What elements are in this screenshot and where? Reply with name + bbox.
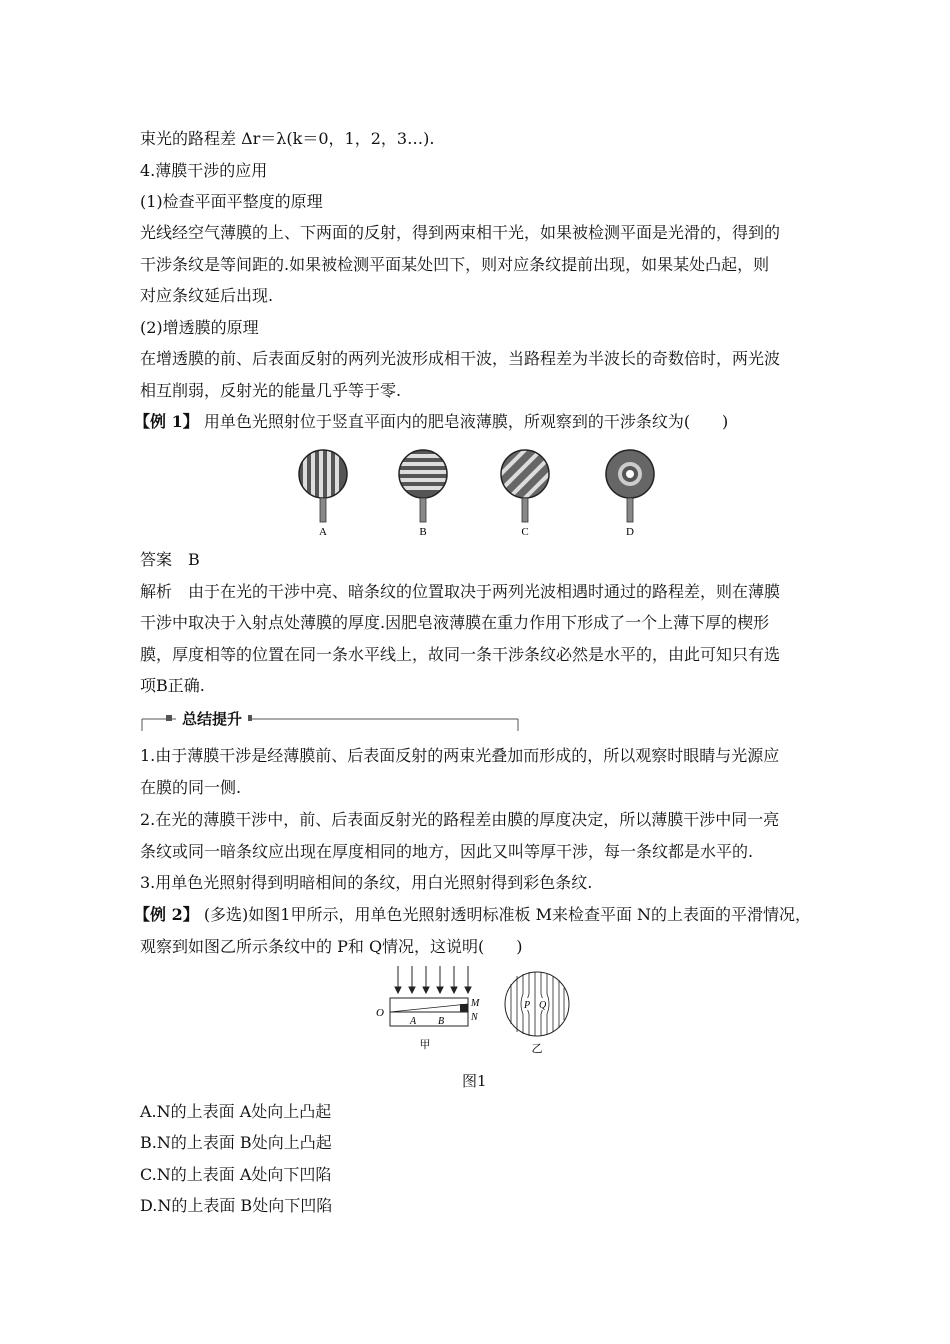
example1-label: 【例 1】 <box>134 412 199 431</box>
summary-title: 总结提升 <box>176 709 248 729</box>
path-difference-line: 束光的路程差 Δr＝λ(k＝0，1，2，3…). <box>140 129 435 148</box>
section-heading-4: 4.薄膜干涉的应用 <box>140 161 268 180</box>
example1-text: 用单色光照射位于竖直平面内的肥皂液薄膜，所观察到的干涉条纹为( ) <box>203 412 729 431</box>
option-a-film <box>299 448 347 522</box>
analysis-label: 解析 <box>140 582 173 601</box>
option-c-label: C <box>521 526 529 538</box>
paragraph-line: 在增透膜的前、后表面反射的两列光波形成相干波，当路程差为半波长的奇数倍时，两光波 <box>140 349 781 368</box>
option-b-label: B <box>419 526 427 538</box>
label-yi: 乙 <box>531 1043 543 1055</box>
choice-a: A.N的上表面 A处向上凸起 <box>140 1102 332 1121</box>
subheading-2: (2)增透膜的原理 <box>140 318 259 337</box>
label-jia: 甲 <box>419 1039 431 1051</box>
summary-point: 1.由于薄膜干涉是经薄膜前、后表面反射的两束光叠加而形成的，所以观察时眼睛与光源应 <box>140 746 780 765</box>
answer-value: B <box>188 550 200 569</box>
analysis-line: 项B正确. <box>140 676 205 695</box>
summary-point: 条纹或同一暗条纹应出现在厚度相同的地方，因此又叫等厚干涉，每一条纹都是水平的. <box>140 842 754 861</box>
option-d-label: D <box>626 526 634 538</box>
label-n: N <box>471 1012 478 1023</box>
label-b: B <box>438 1016 445 1027</box>
example1-question <box>134 412 728 432</box>
example2-question: 【例 2】 (多选)如图1甲所示，用单色光照射透明标准板 M来检查平面 N的上表面的平滑情况， <box>134 905 812 924</box>
paragraph-line: 相互削弱，反射光的能量几乎等于零. <box>140 381 402 400</box>
subheading-1: (1)检查平面平整度的原理 <box>140 192 323 211</box>
summary-point: 在膜的同一侧. <box>140 778 242 797</box>
figure-caption: 图1 <box>462 1072 487 1090</box>
test-plane-n <box>390 1012 468 1026</box>
summary-header <box>140 709 520 731</box>
example2-label: 【例 2】 <box>134 905 199 924</box>
summary-point: 3.用单色光照射得到明暗相间的条纹，用白光照射得到彩色条纹. <box>140 873 593 892</box>
spacer <box>460 1004 468 1012</box>
fringe-pattern <box>505 972 569 1036</box>
answer-line <box>140 550 200 570</box>
label-a: A <box>410 1016 417 1027</box>
analysis-line: 解析 由于在光的干涉中亮、暗条纹的位置取决于两列光波相遇时通过的路程差，则在薄膜 <box>140 582 781 601</box>
summary-point: 2.在光的薄膜干涉中，前、后表面反射光的路程差由膜的厚度决定，所以薄膜干涉中同一亮 <box>140 810 780 829</box>
option-b-film <box>397 450 449 522</box>
option-a-label: A <box>319 526 327 538</box>
choice-d: D.N的上表面 B处向下凹陷 <box>140 1196 333 1215</box>
option-c-film <box>495 440 557 522</box>
label-q: Q <box>539 1000 547 1011</box>
example2-question-cont: 观察到如图乙所示条纹中的 P和 Q情况，这说明( ) <box>140 937 523 956</box>
interference-options-figure <box>285 440 665 540</box>
answer-label: 答案 <box>140 550 173 569</box>
choice-b: B.N的上表面 B处向上凸起 <box>140 1133 332 1152</box>
label-o: O <box>376 1007 384 1019</box>
label-m: M <box>471 998 480 1009</box>
label-p: P <box>524 1000 531 1011</box>
option-d-film <box>606 450 654 522</box>
analysis-line: 干涉中取决于入射点处薄膜的厚度.因肥皂液薄膜在重力作用下形成了一个上薄下厚的楔形 <box>140 613 770 632</box>
paragraph-line: 光线经空气薄膜的上、下两面的反射，得到两束相干光，如果被检测平面是光滑的，得到的 <box>140 223 781 242</box>
analysis-line: 膜，厚度相等的位置在同一条水平线上，故同一条干涉条纹必然是水平的，由此可知只有选 <box>140 645 781 664</box>
paragraph-line: 对应条纹延后出现. <box>140 286 274 305</box>
choice-c: C.N的上表面 A处向下凹陷 <box>140 1165 332 1184</box>
flatness-test-figure <box>370 966 590 1058</box>
paragraph-line: 干涉条纹是等间距的.如果被检测平面某处凹下，则对应条纹提前出现，如果某处凸起，则 <box>140 255 770 274</box>
